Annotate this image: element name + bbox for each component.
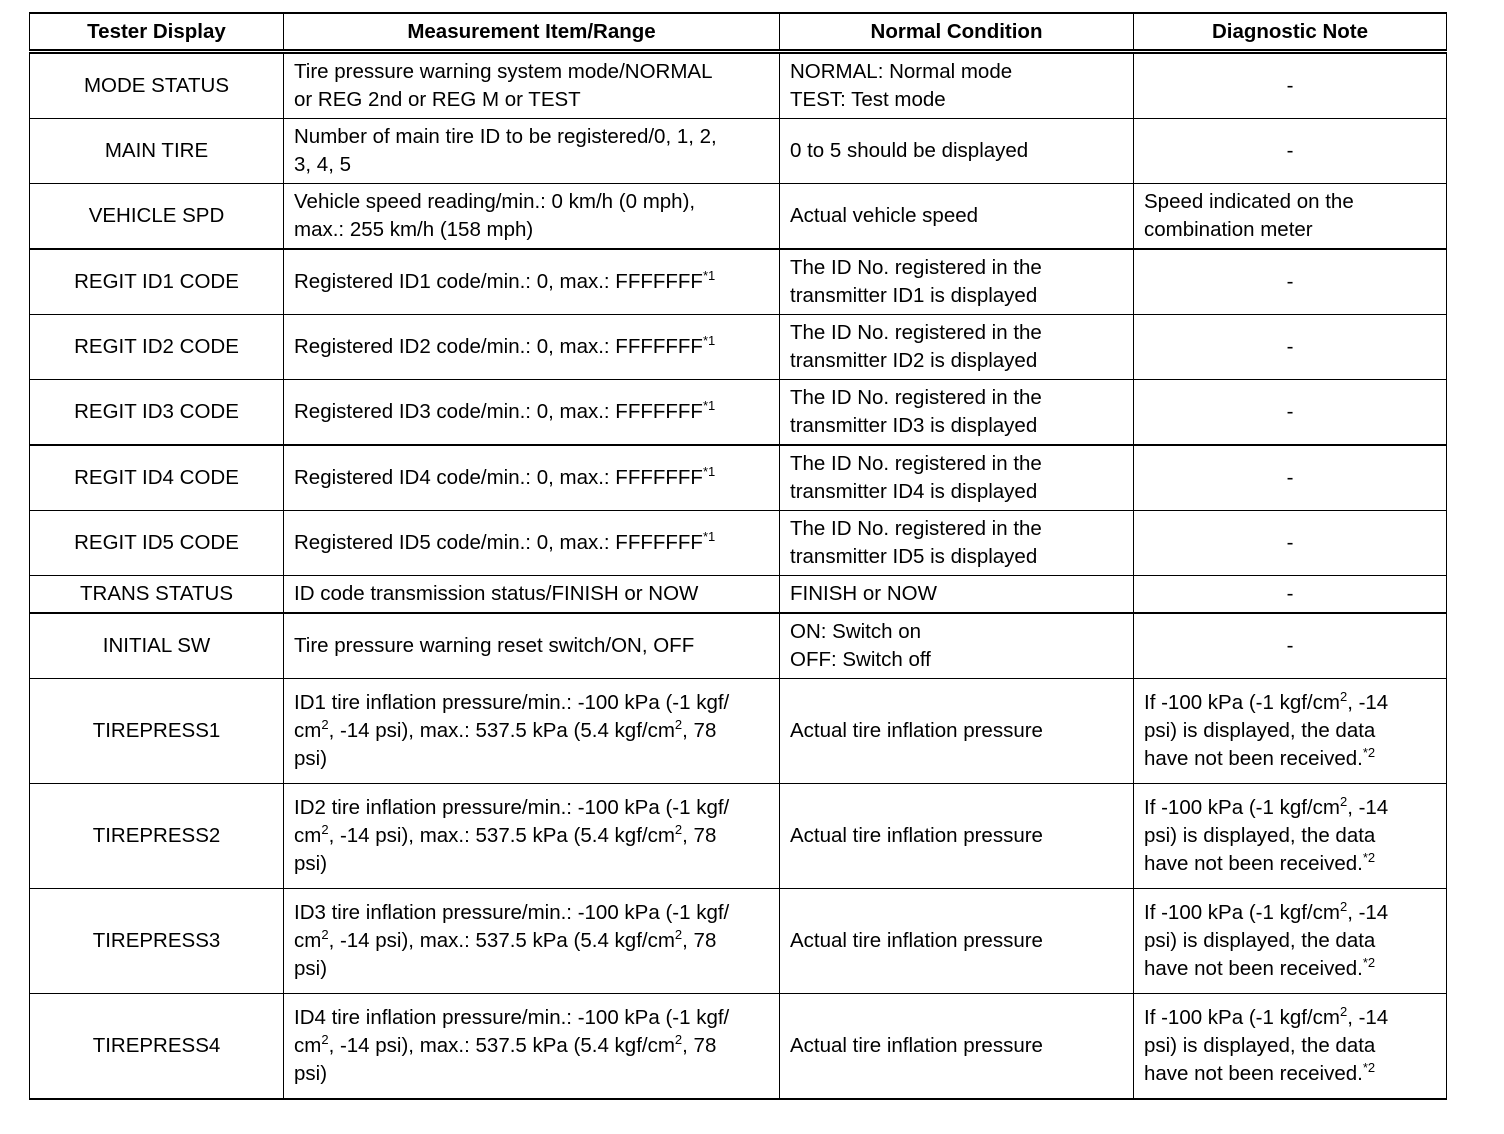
measurement-text: Registered ID4 code/min.: 0, max.: FFFFFFF (294, 466, 703, 489)
normal-condition-line: transmitter ID4 is displayed (790, 480, 1038, 503)
measurement-line: Number of main tire ID to be registered/0, 1, 2, (294, 125, 717, 148)
header-measurement-item: Measurement Item/Range (284, 13, 780, 52)
superscript: 2 (1339, 1004, 1348, 1019)
diagnostic-note-line (1144, 899, 1436, 927)
text-fragment: , -14 (1347, 796, 1389, 819)
measurement-cell (284, 679, 780, 784)
normal-condition-line: transmitter ID1 is displayed (790, 284, 1038, 307)
normal-condition-cell: Actual tire inflation pressure (780, 889, 1134, 994)
normal-condition-cell: Actual tire inflation pressure (780, 679, 1134, 784)
text-fragment: , -14 psi), max.: 537.5 kPa (5.4 kgf/cm (328, 1034, 675, 1057)
document-page (29, 12, 1446, 1100)
header-diagnostic-note: Diagnostic Note (1134, 13, 1447, 52)
normal-condition-cell: Actual tire inflation pressure (780, 784, 1134, 889)
diagnostic-note-line (1144, 1060, 1436, 1088)
tester-display-cell: TIREPRESS3 (30, 889, 284, 994)
text-fragment: , -14 (1347, 691, 1389, 714)
diagnostic-note-cell: - (1134, 445, 1447, 511)
superscript: 2 (321, 1032, 329, 1047)
diagnostic-note-cell: - (1134, 576, 1447, 614)
table-row (30, 380, 1447, 446)
measurement-cell (284, 380, 780, 446)
measurement-text: Registered ID3 code/min.: 0, max.: FFFFFFF (294, 400, 703, 423)
measurement-line: psi) (294, 1062, 328, 1085)
diagnostic-note-line (1144, 1004, 1436, 1032)
text-fragment: If -100 kPa (-1 kgf/cm (1144, 1006, 1340, 1029)
text-fragment: , -14 (1347, 901, 1389, 924)
text-fragment: , -14 psi), max.: 537.5 kPa (5.4 kgf/cm (328, 824, 675, 847)
measurement-line: Vehicle speed reading/min.: 0 km/h (0 mph), (294, 190, 696, 213)
text-fragment: have not been received. (1144, 747, 1363, 770)
header-normal-condition: Normal Condition (780, 13, 1134, 52)
tester-display-cell: INITIAL SW (30, 613, 284, 679)
tester-display-cell: MODE STATUS (30, 52, 284, 119)
text-fragment: If -100 kPa (-1 kgf/cm (1144, 901, 1340, 924)
text-fragment: , 78 (682, 929, 717, 952)
superscript: 2 (321, 717, 329, 732)
normal-condition-cell: Actual tire inflation pressure (780, 994, 1134, 1100)
table-row (30, 119, 1447, 184)
tester-display-cell: REGIT ID2 CODE (30, 315, 284, 380)
normal-condition-cell (780, 445, 1134, 511)
diagnostic-note-line: psi) is displayed, the data (1144, 719, 1376, 742)
normal-condition-cell: Actual vehicle speed (780, 184, 1134, 250)
diagnostic-note-line: psi) is displayed, the data (1144, 824, 1376, 847)
diagnostic-note-cell (1134, 889, 1447, 994)
table-row (30, 613, 1447, 679)
normal-condition-line: TEST: Test mode (790, 88, 946, 111)
measurement-line: ID3 tire inflation pressure/min.: -100 kPa (-1 kgf/ (294, 901, 730, 924)
footnote-marker: *1 (702, 529, 716, 544)
table-row (30, 52, 1447, 119)
data-list-table (29, 12, 1447, 1100)
normal-condition-cell (780, 613, 1134, 679)
table-row (30, 576, 1447, 614)
tester-display-cell: REGIT ID4 CODE (30, 445, 284, 511)
measurement-line (294, 1032, 769, 1060)
text-fragment: have not been received. (1144, 957, 1363, 980)
superscript: 2 (1339, 899, 1348, 914)
text-fragment: have not been received. (1144, 1062, 1363, 1085)
diagnostic-note-cell: - (1134, 249, 1447, 315)
text-fragment: , 78 (682, 824, 717, 847)
measurement-text: Registered ID5 code/min.: 0, max.: FFFFFFF (294, 531, 703, 554)
superscript: 2 (321, 927, 329, 942)
measurement-line: or REG 2nd or REG M or TEST (294, 88, 581, 111)
text-fragment: cm (294, 719, 322, 742)
text-fragment: cm (294, 1034, 322, 1057)
diagnostic-note-line (1144, 850, 1436, 878)
footnote-marker: *1 (702, 268, 716, 283)
measurement-line: psi) (294, 852, 328, 875)
table-row (30, 889, 1447, 994)
footnote-marker: *1 (702, 464, 716, 479)
diagnostic-note-cell (1134, 184, 1447, 250)
normal-condition-line: The ID No. registered in the (790, 386, 1042, 409)
normal-condition-line: ON: Switch on (790, 620, 922, 643)
text-fragment: cm (294, 824, 322, 847)
diagnostic-note-cell: - (1134, 315, 1447, 380)
measurement-line: Tire pressure warning system mode/NORMAL (294, 60, 713, 83)
text-fragment: If -100 kPa (-1 kgf/cm (1144, 691, 1340, 714)
superscript: 2 (1339, 689, 1348, 704)
measurement-text: Registered ID1 code/min.: 0, max.: FFFFFFF (294, 270, 703, 293)
measurement-cell: Tire pressure warning reset switch/ON, OFF (284, 613, 780, 679)
table-row (30, 511, 1447, 576)
normal-condition-cell (780, 511, 1134, 576)
text-fragment: , -14 (1347, 1006, 1389, 1029)
tester-display-cell: REGIT ID3 CODE (30, 380, 284, 446)
superscript: 2 (674, 822, 683, 837)
normal-condition-line: transmitter ID2 is displayed (790, 349, 1038, 372)
normal-condition-line: The ID No. registered in the (790, 452, 1042, 475)
diagnostic-note-cell (1134, 784, 1447, 889)
normal-condition-line: transmitter ID5 is displayed (790, 545, 1038, 568)
measurement-line: psi) (294, 957, 328, 980)
table-header-row (30, 13, 1447, 52)
tester-display-cell: REGIT ID1 CODE (30, 249, 284, 315)
normal-condition-cell (780, 380, 1134, 446)
superscript: 2 (1339, 794, 1348, 809)
measurement-cell (284, 994, 780, 1100)
diagnostic-note-cell: - (1134, 380, 1447, 446)
measurement-cell (284, 249, 780, 315)
tester-display-cell: TIREPRESS1 (30, 679, 284, 784)
measurement-line (294, 927, 769, 955)
tester-display-cell: TIREPRESS4 (30, 994, 284, 1100)
diagnostic-note-line: Speed indicated on the (1144, 190, 1354, 213)
diagnostic-note-cell: - (1134, 52, 1447, 119)
measurement-line (294, 717, 769, 745)
table-row (30, 249, 1447, 315)
measurement-cell (284, 315, 780, 380)
measurement-line: 3, 4, 5 (294, 153, 351, 176)
normal-condition-cell: FINISH or NOW (780, 576, 1134, 614)
table-row (30, 679, 1447, 784)
normal-condition-line: The ID No. registered in the (790, 321, 1042, 344)
diagnostic-note-line (1144, 955, 1436, 983)
measurement-cell (284, 445, 780, 511)
tester-display-cell: MAIN TIRE (30, 119, 284, 184)
superscript: 2 (674, 927, 683, 942)
measurement-cell (284, 889, 780, 994)
diagnostic-note-cell: - (1134, 511, 1447, 576)
text-fragment: , 78 (682, 1034, 717, 1057)
normal-condition-line: NORMAL: Normal mode (790, 60, 1013, 83)
measurement-line (294, 822, 769, 850)
superscript: 2 (321, 822, 329, 837)
superscript: 2 (674, 717, 683, 732)
footnote-marker: *1 (702, 333, 716, 348)
normal-condition-line: OFF: Switch off (790, 648, 931, 671)
text-fragment: , -14 psi), max.: 537.5 kPa (5.4 kgf/cm (328, 719, 675, 742)
diagnostic-note-line: psi) is displayed, the data (1144, 929, 1376, 952)
text-fragment: cm (294, 929, 322, 952)
table-row (30, 184, 1447, 250)
measurement-cell: ID code transmission status/FINISH or NOW (284, 576, 780, 614)
diagnostic-note-line: psi) is displayed, the data (1144, 1034, 1376, 1057)
normal-condition-cell (780, 249, 1134, 315)
table-row (30, 784, 1447, 889)
measurement-line: ID4 tire inflation pressure/min.: -100 kPa (-1 kgf/ (294, 1006, 730, 1029)
tester-display-cell: REGIT ID5 CODE (30, 511, 284, 576)
diagnostic-note-cell: - (1134, 119, 1447, 184)
superscript: 2 (674, 1032, 683, 1047)
normal-condition-cell (780, 52, 1134, 119)
header-tester-display: Tester Display (30, 13, 284, 52)
footnote-marker: *1 (702, 398, 716, 413)
diagnostic-note-cell: - (1134, 613, 1447, 679)
diagnostic-note-line (1144, 745, 1436, 773)
table-row (30, 994, 1447, 1100)
table-row (30, 315, 1447, 380)
measurement-line: max.: 255 km/h (158 mph) (294, 218, 534, 241)
measurement-cell (284, 184, 780, 250)
text-fragment: , 78 (682, 719, 717, 742)
diagnostic-note-cell (1134, 679, 1447, 784)
measurement-cell (284, 784, 780, 889)
text-fragment: , -14 psi), max.: 537.5 kPa (5.4 kgf/cm (328, 929, 675, 952)
diagnostic-note-cell (1134, 994, 1447, 1100)
diagnostic-note-line (1144, 794, 1436, 822)
normal-condition-line: The ID No. registered in the (790, 256, 1042, 279)
measurement-line: ID1 tire inflation pressure/min.: -100 kPa (-1 kgf/ (294, 691, 730, 714)
text-fragment: If -100 kPa (-1 kgf/cm (1144, 796, 1340, 819)
text-fragment: have not been received. (1144, 852, 1363, 875)
diagnostic-note-line (1144, 689, 1436, 717)
footnote-marker: *2 (1362, 745, 1376, 760)
normal-condition-line: transmitter ID3 is displayed (790, 414, 1038, 437)
measurement-cell (284, 119, 780, 184)
measurement-cell (284, 52, 780, 119)
measurement-line: ID2 tire inflation pressure/min.: -100 kPa (-1 kgf/ (294, 796, 730, 819)
tester-display-cell: TIREPRESS2 (30, 784, 284, 889)
footnote-marker: *2 (1362, 955, 1376, 970)
normal-condition-line: The ID No. registered in the (790, 517, 1042, 540)
footnote-marker: *2 (1362, 1060, 1376, 1075)
tester-display-cell: VEHICLE SPD (30, 184, 284, 250)
normal-condition-cell: 0 to 5 should be displayed (780, 119, 1134, 184)
tester-display-cell: TRANS STATUS (30, 576, 284, 614)
diagnostic-note-line: combination meter (1144, 218, 1313, 241)
measurement-cell (284, 511, 780, 576)
footnote-marker: *2 (1362, 850, 1376, 865)
normal-condition-cell (780, 315, 1134, 380)
measurement-line: psi) (294, 747, 328, 770)
measurement-text: Registered ID2 code/min.: 0, max.: FFFFFFF (294, 335, 703, 358)
table-row (30, 445, 1447, 511)
